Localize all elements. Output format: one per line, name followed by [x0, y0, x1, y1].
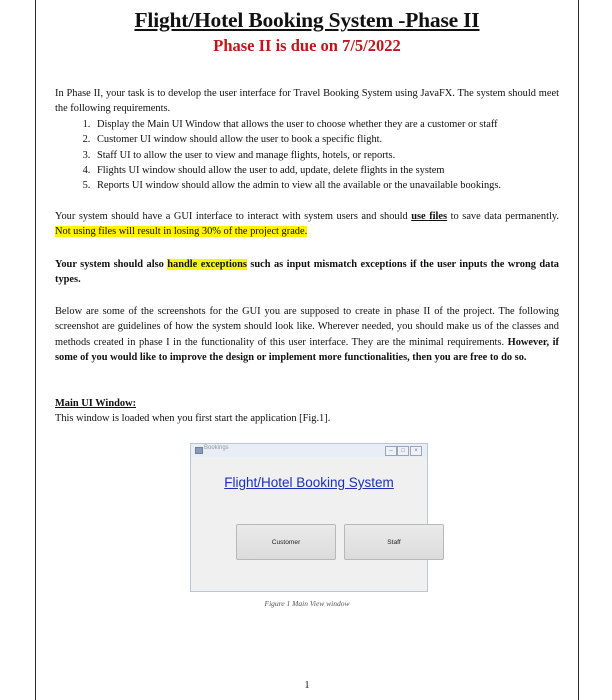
intro-text: In Phase II, your task is to develop the user interface for Travel Booking System using JavaFX. The system should meet the following requirements.	[55, 88, 559, 115]
main-ui-description: This window is loaded when you first start the application [Fig.1].	[55, 413, 331, 424]
requirement-item: 2. Customer UI window should allow the user to book a specific flight.	[93, 132, 559, 147]
close-icon: ×	[410, 446, 422, 456]
requirements-list	[55, 117, 559, 194]
due-date: Phase II is due on 7/5/2022	[213, 36, 401, 55]
window-titlebar	[191, 444, 427, 457]
screenshots-paragraph	[55, 304, 559, 366]
customer-button: Customer	[236, 524, 336, 560]
exceptions-text-1: Your system should also	[55, 259, 168, 270]
files-penalty-highlight: Not using files will result in losing 30% of the project grade.	[55, 226, 308, 238]
files-text-1: Your system should have a GUI interface to interact with system users and should	[55, 211, 412, 222]
exceptions-paragraph	[55, 257, 559, 288]
intro-paragraph	[55, 86, 559, 194]
main-ui-heading: Main UI Window:	[55, 398, 137, 409]
staff-button: Staff	[344, 524, 444, 560]
exceptions-text-2: such as input mismatch exceptions if the user inputs the wrong data types.	[55, 259, 559, 286]
document-title: Flight/Hotel Booking System -Phase II	[134, 8, 480, 32]
app-icon	[195, 447, 203, 454]
screenshots-text: Below are some of the screenshots for the GUI you are supposed to create in phase II of the project. The following screenshot are guidelines of how the system should look like. Wherever needed, you should make us of the classes and methods created in phase I in the functionality of this user interface. They are the minimal requirements.	[55, 306, 559, 348]
files-paragraph	[55, 209, 559, 240]
files-text-2: to save data permanently.	[447, 211, 559, 222]
requirement-item: 4. Flights UI window should allow the user to add, update, delete flights in the system	[93, 163, 559, 178]
requirement-item: 3. Staff UI to allow the user to view and manage flights, hotels, or reports.	[93, 148, 559, 163]
exceptions-highlight: handle exceptions	[167, 259, 247, 270]
requirement-item: 5. Reports UI window should allow the admin to view all the available or the unavailable bookings.	[93, 178, 559, 193]
minimize-icon: –	[385, 446, 397, 456]
screenshots-bold-text: However, if some of you would like to improve the design or implement more functionalities, then you are free to do so.	[55, 336, 559, 364]
use-files-emphasis: use files	[411, 211, 448, 222]
window-heading: Flight/Hotel Booking System	[224, 475, 394, 490]
maximize-icon: □	[397, 446, 409, 456]
main-view-window-figure	[190, 443, 428, 592]
page-number: 1	[304, 680, 310, 691]
figure-caption: Figure 1 Main View window	[264, 599, 350, 608]
window-title: Bookings	[204, 445, 229, 451]
requirement-item: 1. Display the Main UI Window that allows the user to choose whether they are a customer or staff	[93, 117, 559, 132]
document-page	[35, 0, 579, 700]
